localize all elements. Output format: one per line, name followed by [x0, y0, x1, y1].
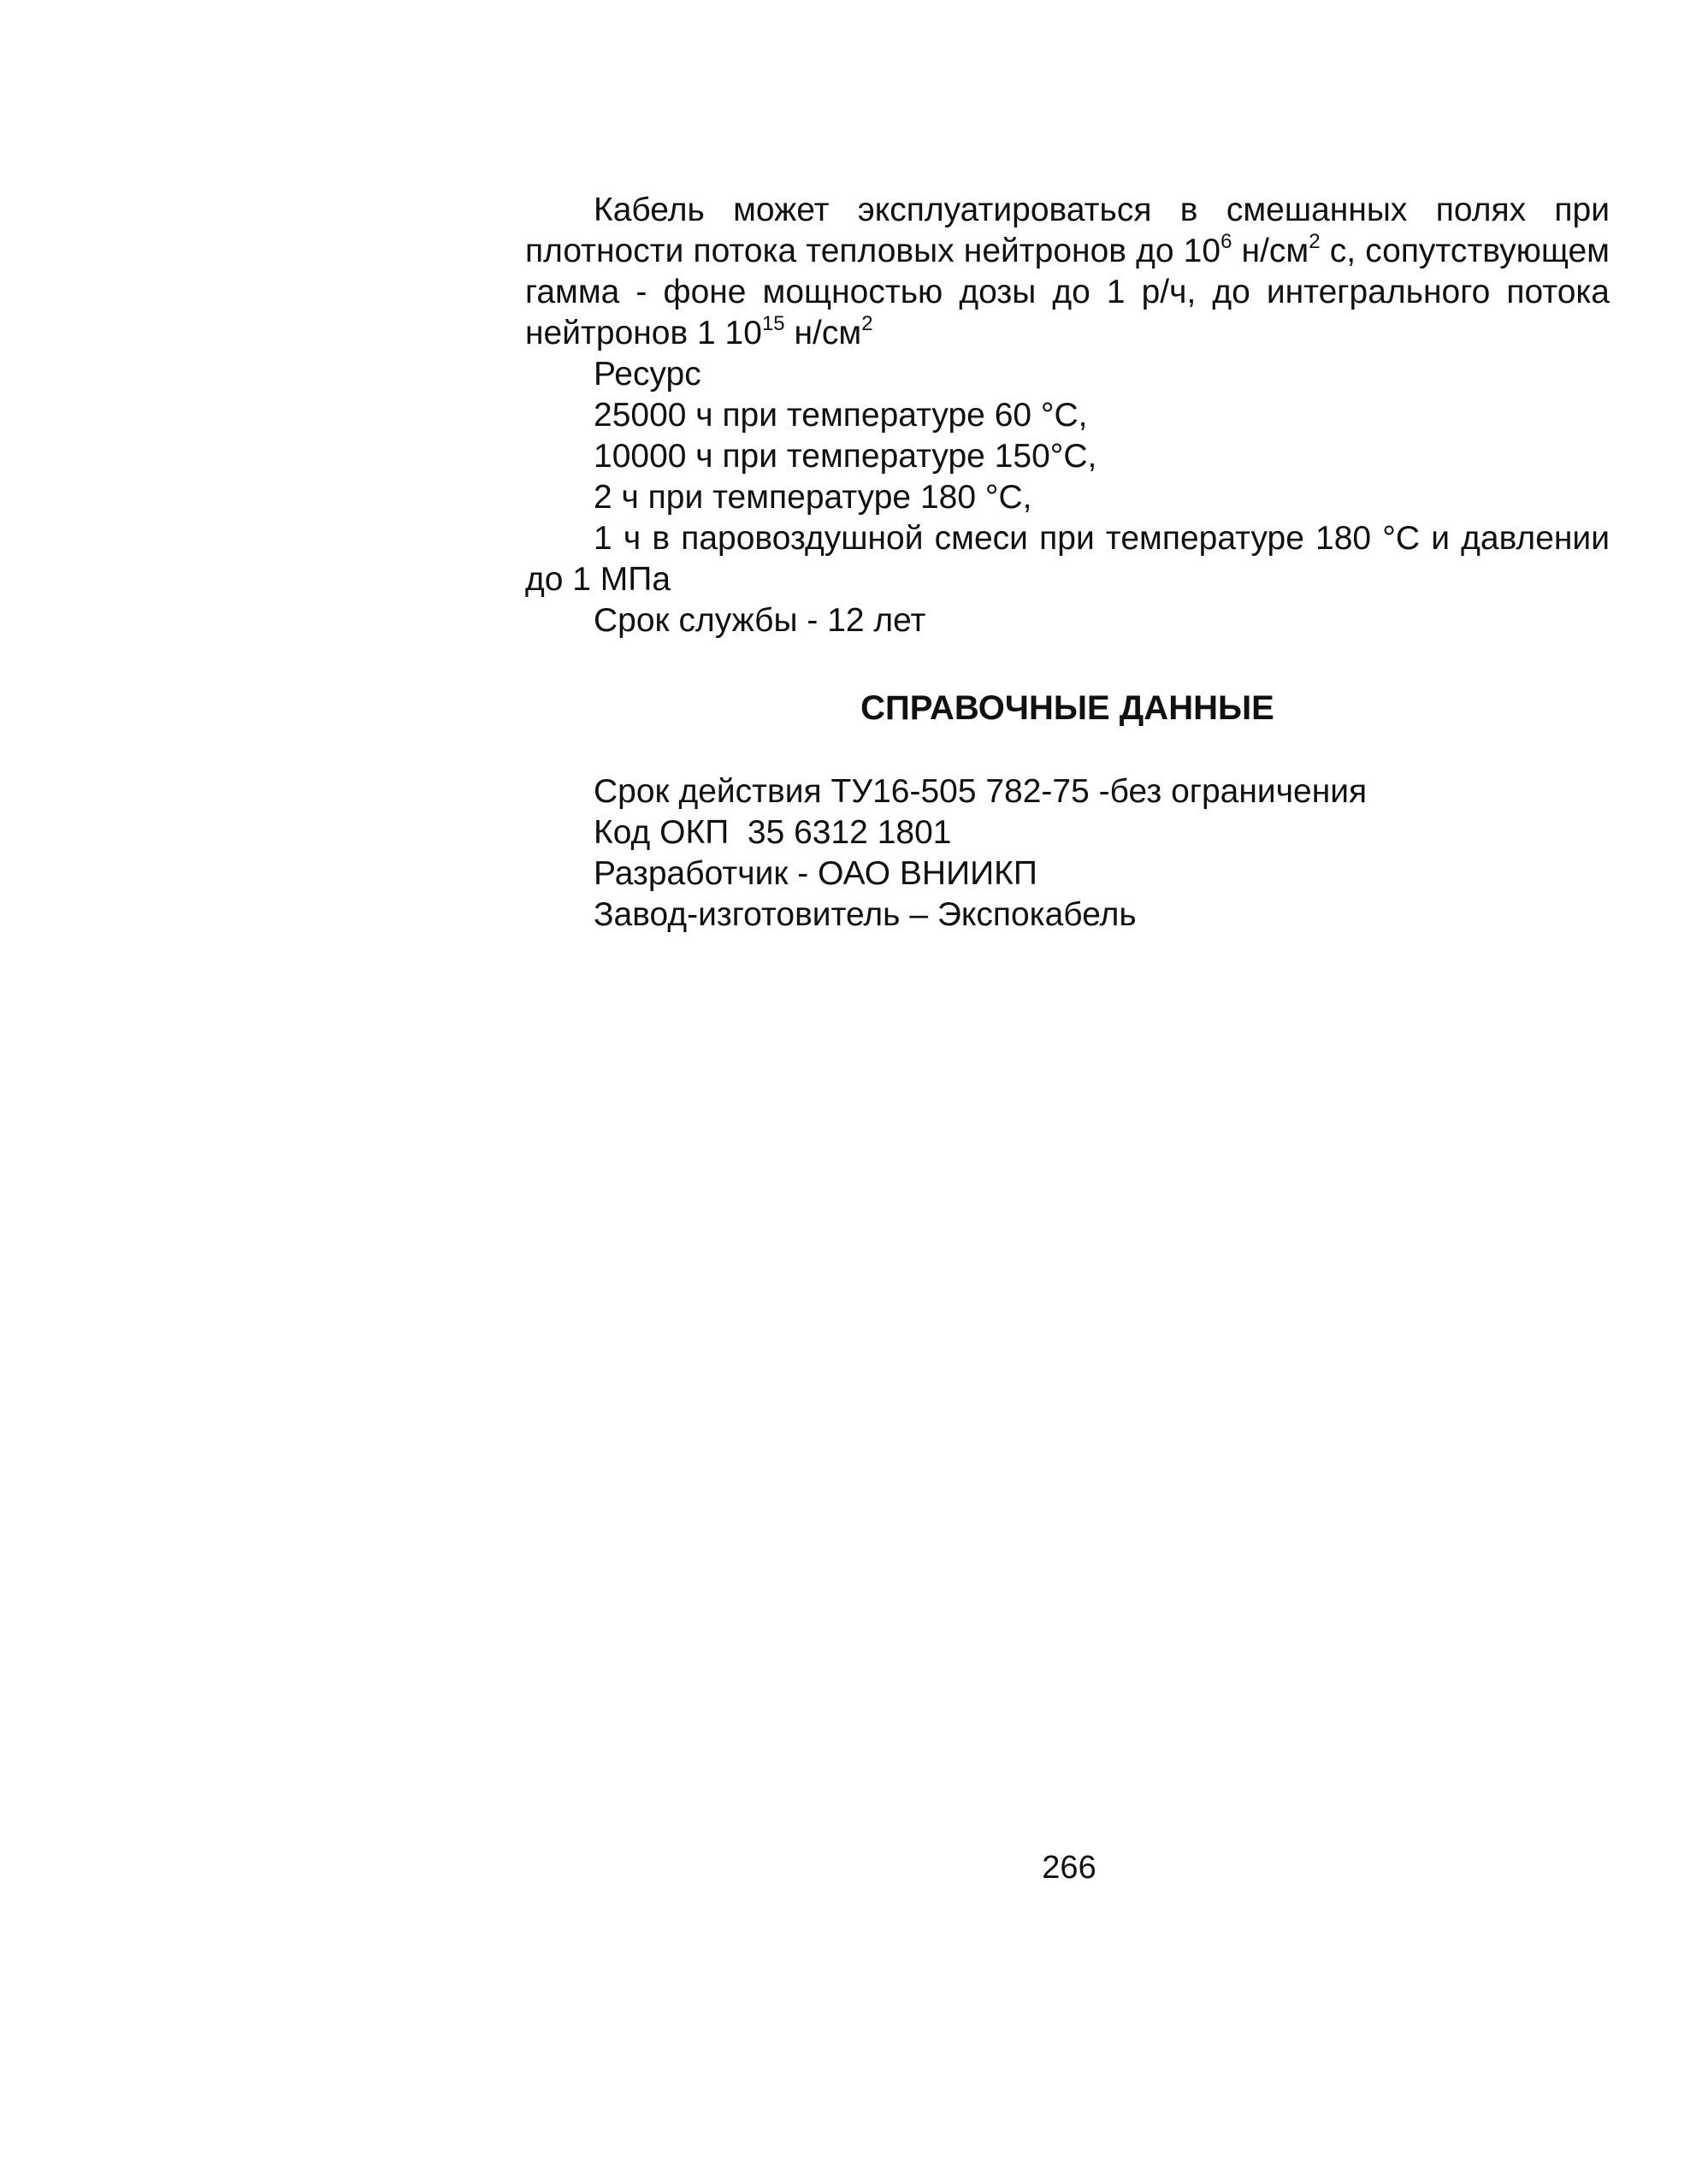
- resource-item: 10000 ч при температуре 150°С,: [594, 438, 1097, 475]
- intro-text-b: н/см: [1232, 233, 1309, 269]
- service-life: Срок службы - 12 лет: [594, 602, 926, 639]
- intro-text-a: Кабель может эксплуатироваться в смешанных полях при плотности потока тепловых нейтронов до 10: [525, 192, 1610, 269]
- intro-text-c: с, сопутствующем гамма - фоне мощностью дозы до 1 р/ч, до интегрального потока нейтронов 1 10: [525, 233, 1610, 351]
- resource-item: 25000 ч при температуре 60 °С,: [594, 397, 1088, 434]
- specification-text: [525, 190, 1610, 641]
- reference-item: Завод-изготовитель – Экспокабель: [594, 896, 1137, 933]
- resource-steam-item: 1 ч в паровоздушной смеси при температуре 180 °С и давлении до 1 МПа: [525, 520, 1610, 598]
- reference-heading: СПРАВОЧНЫЕ ДАННЫЕ: [860, 689, 1274, 727]
- reference-item: Разработчик - ОАО ВНИИКП: [594, 855, 1037, 892]
- reference-item: Срок действия ТУ16-505 782-75 -без ограничения: [594, 773, 1368, 810]
- resource-label: Ресурс: [594, 356, 701, 393]
- intro-sup-d: 2: [861, 312, 873, 335]
- intro-sup-c: 15: [761, 312, 785, 335]
- intro-text-d: н/см: [784, 315, 862, 351]
- reference-item: Код ОКП 35 6312 1801: [594, 814, 952, 851]
- reference-list: [594, 771, 1367, 936]
- resource-item: 2 ч при температуре 180 °С,: [594, 479, 1032, 516]
- page-number: 266: [1042, 1850, 1096, 1886]
- intro-sup-a: 6: [1220, 230, 1232, 253]
- intro-sup-b: 2: [1309, 230, 1321, 253]
- intro-paragraph: [525, 190, 1610, 354]
